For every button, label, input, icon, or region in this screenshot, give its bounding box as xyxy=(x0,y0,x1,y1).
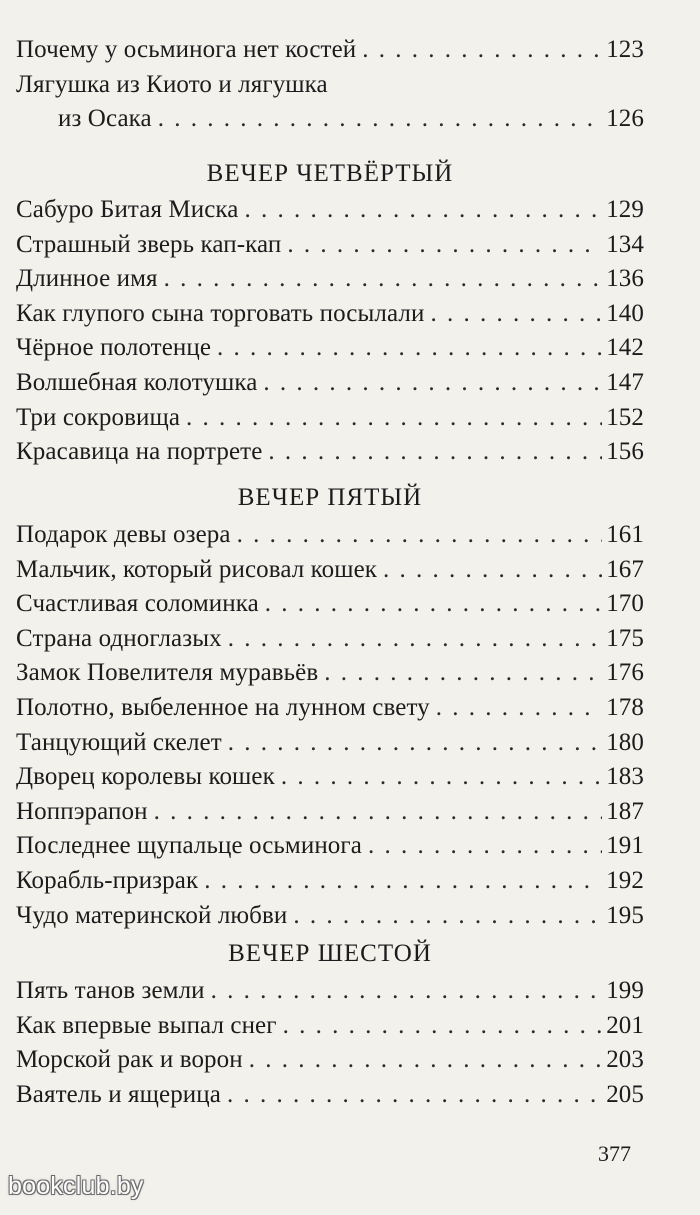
toc-entry-page: 123 xyxy=(606,36,644,63)
toc-block-evening4 xyxy=(16,193,644,470)
toc-entry-title-line2: из Осака xyxy=(58,105,152,133)
toc-entry xyxy=(16,864,644,899)
dot-leader xyxy=(436,691,602,726)
toc-entry-title: Красавица на портрете xyxy=(16,438,263,466)
toc-entry-title: Ваятель и ящерица xyxy=(16,1080,221,1108)
toc-entry-title: Счастливая соломинка xyxy=(16,590,259,618)
toc-entry-page: 161 xyxy=(606,521,644,548)
dot-leader xyxy=(186,401,602,436)
toc-entry-first-line xyxy=(16,68,644,103)
toc-entry xyxy=(16,760,644,795)
dot-leader xyxy=(293,899,602,934)
page-number: 377 xyxy=(598,1141,631,1166)
toc-entry xyxy=(16,435,644,470)
dot-leader xyxy=(430,297,602,332)
toc-entry-page: 147 xyxy=(606,368,644,396)
toc-entry-title: Чудо материнской любви xyxy=(16,901,288,929)
toc-entry-page: 205 xyxy=(606,1080,644,1108)
toc-entry-page: 140 xyxy=(606,299,644,327)
toc-entry-title: Волшебная колотушка xyxy=(16,368,258,396)
toc-block-evening5 xyxy=(16,518,644,933)
dot-leader xyxy=(154,795,603,830)
toc-entry xyxy=(16,228,644,263)
toc-entry-page: 187 xyxy=(606,797,644,825)
dot-leader xyxy=(383,553,602,588)
toc-entry-page: 183 xyxy=(606,763,644,791)
toc-entry-page: 142 xyxy=(606,334,644,362)
toc-entry-page: 126 xyxy=(606,105,644,133)
dot-leader xyxy=(228,726,602,761)
toc-entry-title: Как глупого сына торговать посылали xyxy=(16,299,425,327)
toc-entry xyxy=(16,829,644,864)
toc-block-evening6 xyxy=(16,974,644,1112)
toc-entry xyxy=(16,795,644,830)
dot-leader xyxy=(263,366,602,401)
toc-entry-title: Три сокровища xyxy=(16,403,181,431)
toc-entry-page: 192 xyxy=(606,866,644,894)
toc-entry xyxy=(16,366,644,401)
toc-entry-title: Мальчик, который рисовал кошек xyxy=(16,555,378,583)
toc-entry xyxy=(16,518,644,553)
dot-leader xyxy=(287,228,602,263)
toc-entry-title: Танцующий скелет xyxy=(16,728,222,756)
dot-leader xyxy=(362,33,602,68)
toc-entry-title: Дворец королевы кошек xyxy=(16,763,275,791)
dot-leader xyxy=(244,193,602,228)
toc-entry-page: 136 xyxy=(606,265,644,293)
dot-leader xyxy=(268,435,602,470)
toc-entry-title-line1: Лягушка из Киото и лягушка xyxy=(16,70,328,98)
toc-entry-title: Последнее щупальце осьминога xyxy=(16,832,362,860)
toc-entry-title: Длинное имя xyxy=(16,265,158,293)
toc-entry-page: 152 xyxy=(606,403,644,431)
dot-leader xyxy=(228,622,602,657)
toc-entry-page: 195 xyxy=(606,901,644,929)
toc-entry-title: Сабуро Битая Миска xyxy=(16,196,239,223)
dot-leader xyxy=(204,864,602,899)
toc-entry xyxy=(16,899,644,934)
toc-entry xyxy=(16,656,644,691)
toc-entry xyxy=(16,33,644,68)
toc-block-continued xyxy=(16,33,644,137)
toc-entry-page: 199 xyxy=(606,977,644,1004)
dot-leader xyxy=(227,1078,602,1113)
toc-entry-title: Полотно, выбеленное на лунном свету xyxy=(16,693,430,721)
dot-leader xyxy=(237,518,603,553)
toc-entry-title: Как впервые выпал снег xyxy=(16,1011,277,1039)
toc-entry-title: Пять танов земли xyxy=(16,977,205,1004)
dot-leader xyxy=(211,974,603,1009)
toc-entry-title: Корабль-призрак xyxy=(16,866,199,894)
toc-entry-page: 203 xyxy=(606,1046,644,1074)
toc-entry-title: Страшный зверь кап-кап xyxy=(16,230,282,258)
toc-entry-page: 191 xyxy=(606,832,644,860)
toc-entry-page: 201 xyxy=(606,1011,644,1039)
toc-entry xyxy=(16,587,644,622)
toc-entry-page: 134 xyxy=(606,230,644,258)
toc-entry xyxy=(16,1009,644,1044)
dot-leader xyxy=(324,656,602,691)
toc-entry-page: 129 xyxy=(606,196,644,223)
toc-entry xyxy=(16,262,644,297)
toc-entry xyxy=(16,691,644,726)
toc-entry-title: Замок Повелителя муравьёв xyxy=(16,659,319,687)
toc-entry xyxy=(16,553,644,588)
dot-leader xyxy=(217,331,602,366)
toc-entry-page: 170 xyxy=(606,590,644,618)
dot-leader xyxy=(265,587,602,622)
dot-leader xyxy=(281,760,602,795)
toc-entry-title: Чёрное полотенце xyxy=(16,334,212,362)
watermark: bookclub.by xyxy=(8,1172,144,1200)
dot-leader xyxy=(283,1009,603,1044)
toc-entry-page: 175 xyxy=(606,624,644,652)
dot-leader xyxy=(249,1043,602,1078)
toc-entry xyxy=(16,974,644,1009)
toc-entry xyxy=(16,1078,644,1113)
section-heading-evening4: ВЕЧЕР ЧЕТВЁРТЫЙ xyxy=(206,160,454,187)
section-heading-evening6: ВЕЧЕР ШЕСТОЙ xyxy=(228,940,432,967)
toc-entry xyxy=(16,297,644,332)
dot-leader xyxy=(158,102,602,137)
toc-entry-page: 178 xyxy=(606,693,644,721)
toc-entry-title: Почему у осьминога нет костей xyxy=(16,36,357,63)
toc-entry-title: Морской рак и ворон xyxy=(16,1046,243,1074)
toc-entry xyxy=(16,193,644,228)
toc-entry-title: Подарок девы озера xyxy=(16,521,231,548)
toc-entry xyxy=(16,622,644,657)
toc-entry-page: 167 xyxy=(606,555,644,583)
toc-entry xyxy=(16,331,644,366)
toc-entry xyxy=(16,726,644,761)
toc-entry xyxy=(16,401,644,436)
toc-entry-page: 156 xyxy=(606,438,644,466)
dot-leader xyxy=(368,829,602,864)
toc-entry-second-line xyxy=(16,102,644,137)
section-heading-evening5: ВЕЧЕР ПЯТЫЙ xyxy=(237,484,423,511)
toc-entry xyxy=(16,1043,644,1078)
toc-entry-title: Страна одноглазых xyxy=(16,624,222,652)
dot-leader xyxy=(164,262,603,297)
toc-entry-title: Ноппэрапон xyxy=(16,797,148,825)
toc-entry-page: 180 xyxy=(606,728,644,756)
toc-entry-page: 176 xyxy=(606,659,644,687)
